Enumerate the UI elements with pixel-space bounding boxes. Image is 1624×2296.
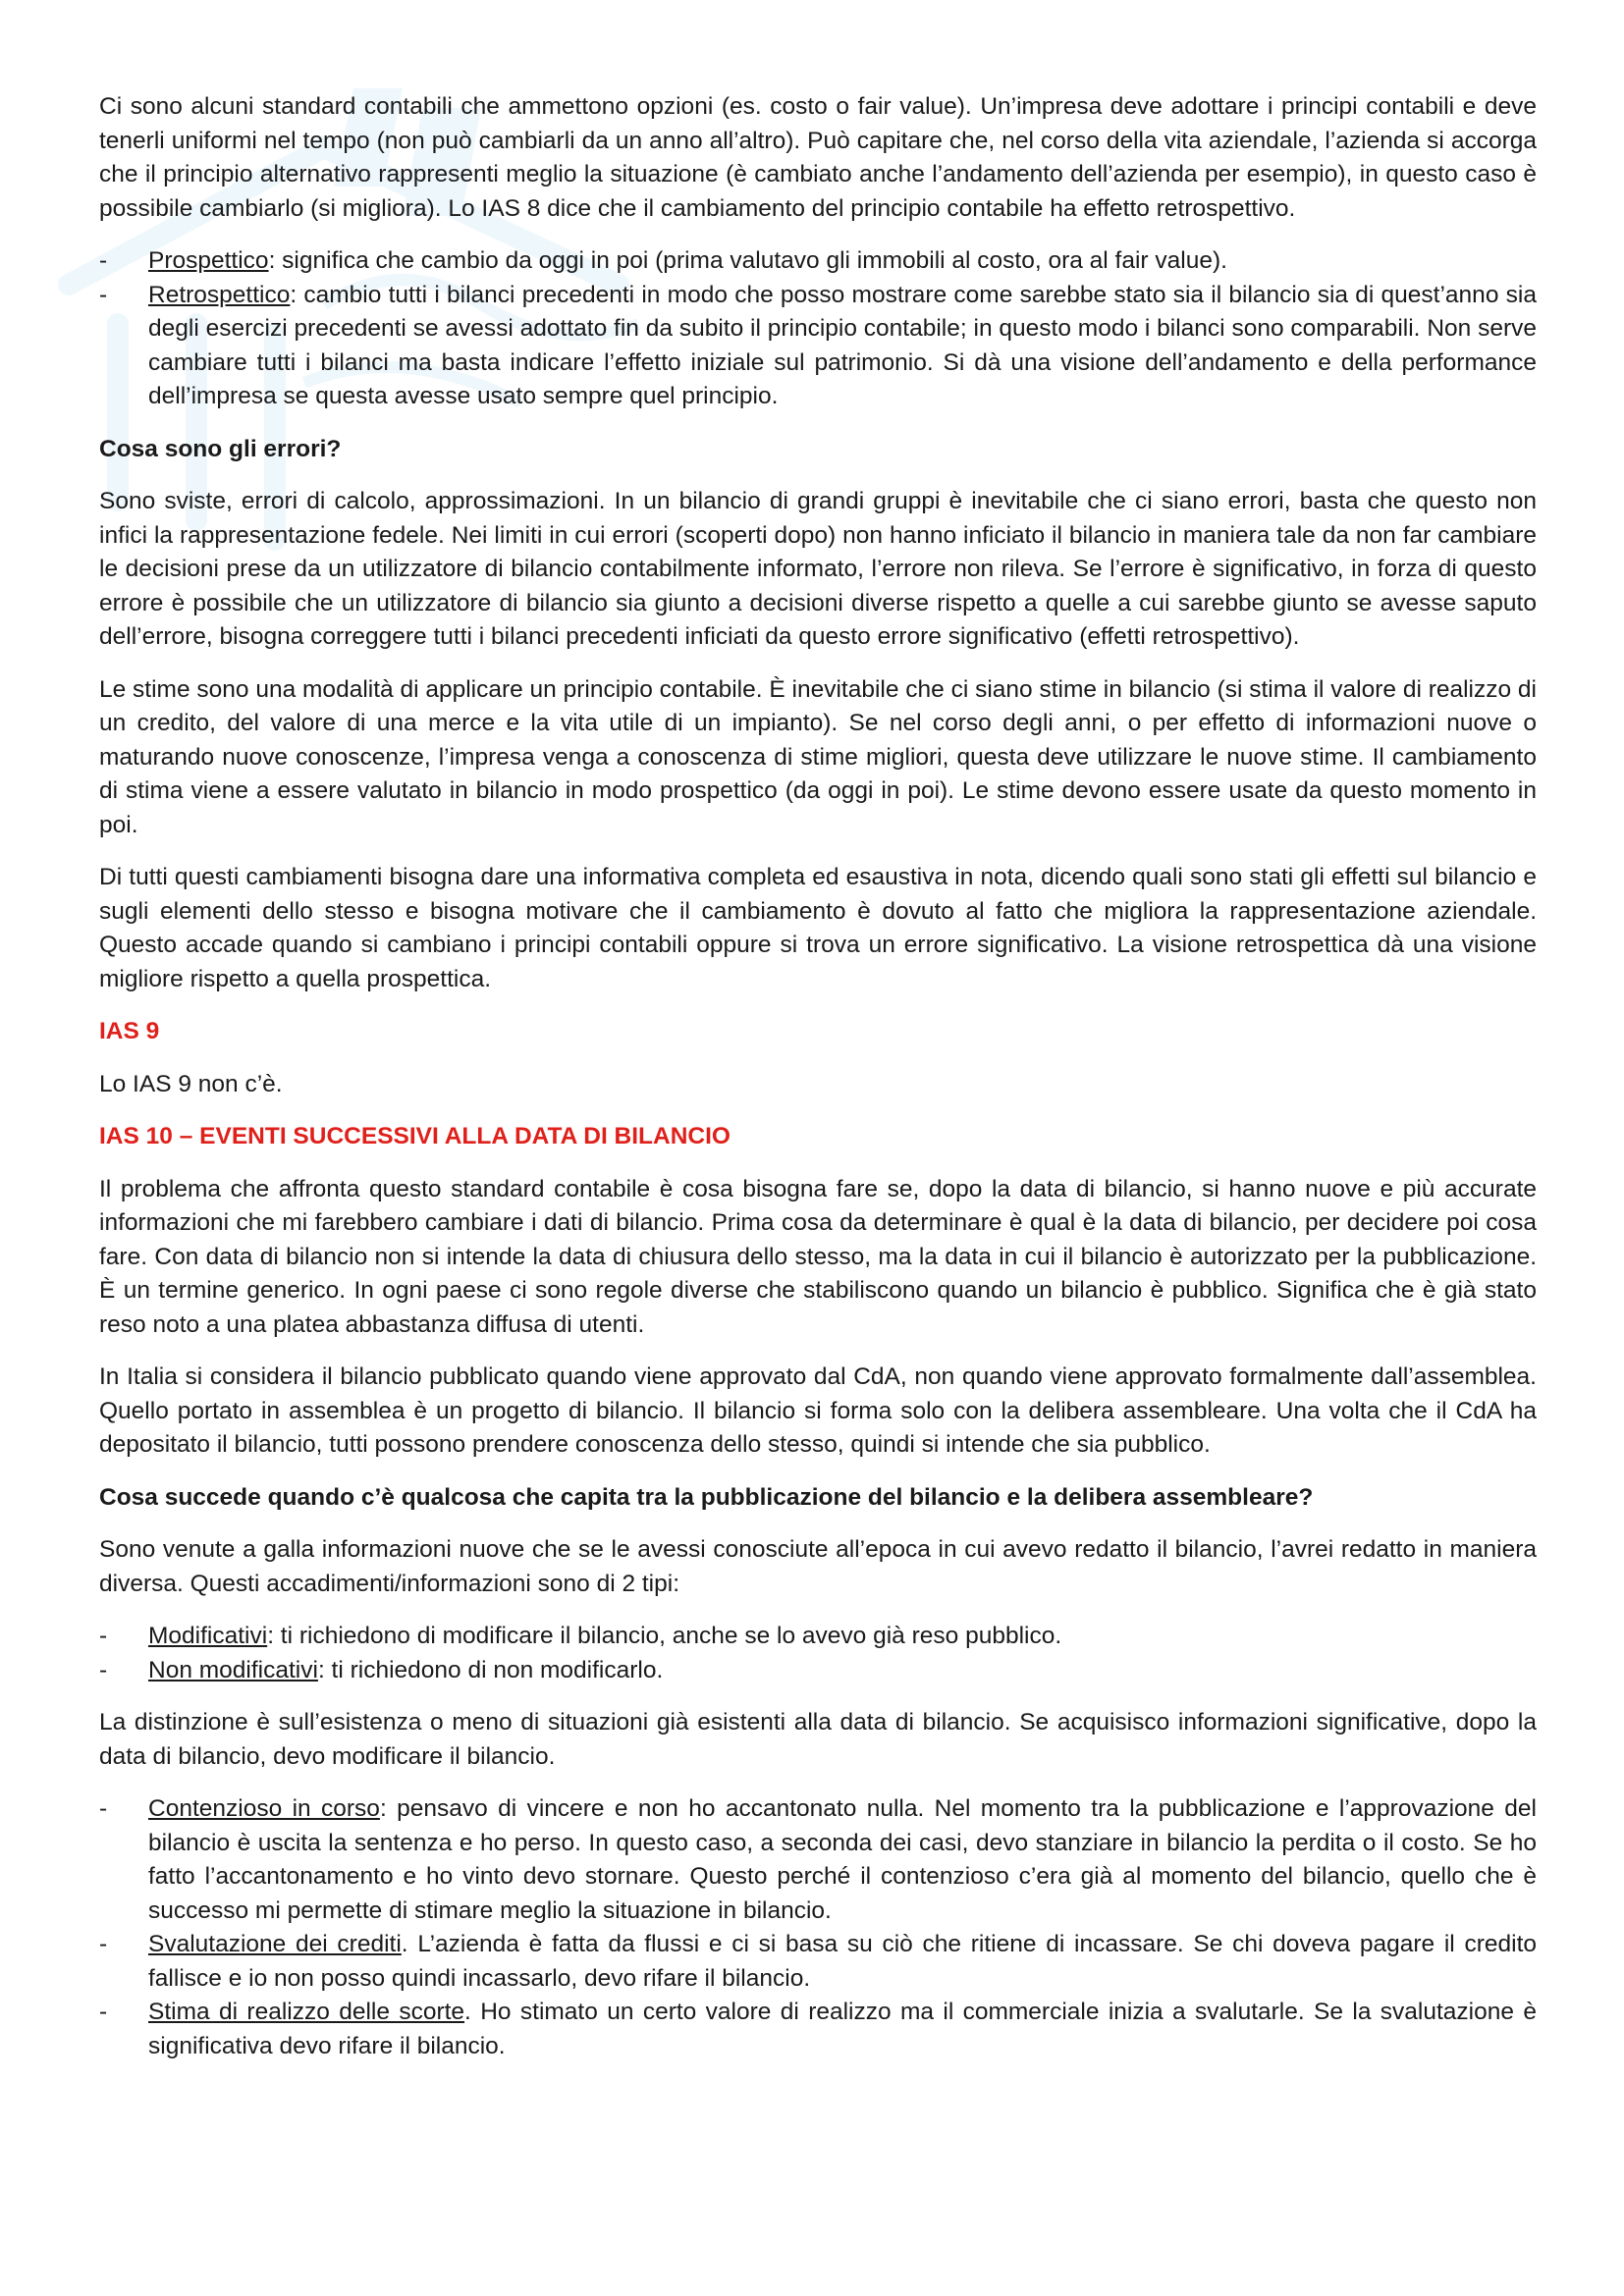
ias10-paragraph-1: Il problema che affronta questo standard contabile è cosa bisogna fare se, dopo la data di bilancio, si hanno nuove e più accurate informazioni che mi farebbero cambiare i dati di bilancio. Prima cosa da determinare è qual è la data di bilancio, per decidere poi cosa fare. Con data di bilancio non si intende la data di chiusura dello stesso, ma la data in cui il bilancio è autorizzato per la pubblicazione. È un termine generico. In ogni paese ci sono regole diverse che stabiliscono quando un bilancio è pubblico. Significa che è già stato reso noto a una platea abbastanza diffusa di utenti. bbox=[99, 1175, 1537, 1338]
errori-paragraph-2: Le stime sono una modalità di applicare un principio contabile. È inevitabile che ci siano stime in bilancio (si stima il valore di realizzo di un credito, del valore di una merce e la vita utile di un impianto). Se nel corso degli anni, o per effetto di informazioni nuove o maturando nuove conoscenze, l’impresa venga a conoscenza di stime migliori, questa deve utilizzare le nuove stime. Il cambiamento di stima viene a essere valutato in bilancio in modo prospettico (da oggi in poi). Le stime devono essere usate da questo momento in poi. bbox=[99, 675, 1537, 838]
intro-paragraph: Ci sono alcuni standard contabili che ammettono opzioni (es. costo o fair value). Un’impresa deve adottare i principi contabili e deve tenerli uniformi nel tempo (non può cambiarli da un anno all’altro). Può capitare che, nel corso della vita aziendale, l’azienda si accorga che il principio alternativo rappresenti meglio la situazione (è cambiato anche l’andamento dell’azienda per esempio), in questo caso è possibile cambiarlo (si migliora). Lo IAS 8 dice che il cambiamento del principio contabile ha effetto retrospettivo. bbox=[99, 93, 1537, 222]
ias10-paragraph-3: Sono venute a galla informazioni nuove che se le avessi conosciute all’epoca in cui avevo redatto il bilancio, l’avrei redatto in maniera diversa. Questi accadimenti/informazioni sono di 2 tipi: bbox=[99, 1536, 1537, 1597]
errori-heading: Cosa sono gli errori? bbox=[99, 435, 342, 462]
list-item-text: : ti richiedono di modificare il bilancio, anche se lo avevo già reso pubblico. bbox=[267, 1623, 1062, 1649]
ias10-paragraph-4: La distinzione è sull’esistenza o meno di situazioni già esistenti alla data di bilancio. Se acquisisco informazioni significative, dopo la data di bilancio, devo modificare il bilancio. bbox=[99, 1709, 1537, 1770]
dash-bullet: - bbox=[99, 1623, 108, 1649]
term-modificativi: Modificativi bbox=[148, 1623, 268, 1649]
examples-list bbox=[99, 1792, 1537, 2063]
list-item-text: : pensavo di vincere e non ho accantonato nulla. Nel momento tra la pubblicazione e l’approvazione del bilancio è uscita la sentenza e ho perso. In questo caso, a seconda dei casi, devo stanziare in bilancio la perdita o il costo. Se ho fatto l’accantonamento e ho vinto devo stornare. Questo perché il contenzioso c’era già al momento del bilancio, quello che è successo mi permette di stimare meglio la situazione in bilancio. bbox=[148, 1795, 1537, 1924]
errori-paragraph-3: Di tutti questi cambiamenti bisogna dare una informativa completa ed esaustiva in nota, dicendo quali sono stati gli effetti sul bilancio e sugli elementi dello stesso e bisogna motivare che il cambiamento è dovuto al fatto che migliora la rappresentazione aziendale. Questo accade quando si cambiano i principi contabili oppure si trova un errore significativo. La visione retrospettica dà una visione migliore rispetto a quella prospettica. bbox=[99, 864, 1537, 992]
intro-list bbox=[99, 244, 1537, 414]
list-item bbox=[99, 1996, 1537, 2063]
list-item bbox=[99, 1620, 1537, 1654]
dash-bullet: - bbox=[99, 1656, 108, 1683]
term-prospettico: Prospettico bbox=[148, 247, 269, 274]
ias10-heading: IAS 10 – EVENTI SUCCESSIVI ALLA DATA DI BILANCIO bbox=[99, 1123, 731, 1149]
ias10-question: Cosa succede quando c’è qualcosa che capita tra la pubblicazione del bilancio e la delibera assembleare? bbox=[99, 1483, 1314, 1511]
term-retrospettico: Retrospettico bbox=[148, 281, 291, 308]
dash-bullet: - bbox=[99, 1931, 108, 1957]
ias9-paragraph: Lo IAS 9 non c’è. bbox=[99, 1070, 283, 1097]
document-page bbox=[99, 90, 1537, 2082]
dash-bullet: - bbox=[99, 281, 108, 308]
term-svalutazione-crediti: Svalutazione dei crediti bbox=[148, 1931, 402, 1957]
list-item-text: : cambio tutti i bilanci precedenti in modo che posso mostrare come sarebbe stato sia il bilancio sia di quest’anno sia degli esercizi precedenti se avessi adottato fin da subito il principio contabile; in questo modo i bilanci sono comparabili. Non serve cambiare tutti i bilanci ma basta indicare l’effetto iniziale sul patrimonio. Si dà una visione dell’andamento e della performance dell’impresa se questa avesse usato sempre quel principio. bbox=[148, 281, 1537, 409]
ias10-paragraph-2: In Italia si considera il bilancio pubblicato quando viene approvato dal CdA, non quando viene approvato formalmente dall’assemblea. Quello portato in assemblea è un progetto di bilancio. Il bilancio si forma solo con la delibera assembleare. Una volta che il CdA ha depositato il bilancio, tutti possono prendere conoscenza dello stesso, quindi si intende che sia pubblico. bbox=[99, 1363, 1537, 1458]
list-item bbox=[99, 1928, 1537, 1996]
list-item-text: . L’azienda è fatta da flussi e ci si basa su ciò che ritiene di incassare. Se chi doveva pagare il credito fallisce e io non posso quindi incassarlo, devo rifare il bilancio. bbox=[148, 1931, 1538, 1992]
errori-paragraph-1: Sono sviste, errori di calcolo, approssimazioni. In un bilancio di grandi gruppi è inevitabile che ci siano errori, basta che questo non infici la rappresentazione fedele. Nei limiti in cui errori (scoperti dopo) non hanno inficiato il bilancio in maniera tale da non far cambiare le decisioni prese da un utilizzatore di bilancio contabilmente informato, l’errore non rileva. Se l’errore è significativo, in forza di questo errore è possibile che un utilizzatore di bilancio sia giunto a decisioni diverse rispetto a quelle a cui sarebbe giunto se avesse saputo dell’errore, bisogna correggere tutti i bilanci precedenti inficiati da questo errore significativo (effetti retrospettivo). bbox=[99, 488, 1537, 650]
ias9-heading: IAS 9 bbox=[99, 1018, 160, 1044]
list-item bbox=[99, 1792, 1537, 1928]
list-item bbox=[99, 244, 1537, 279]
list-item bbox=[99, 279, 1537, 414]
list-item bbox=[99, 1654, 1537, 1688]
list-item-text: : significa che cambio da oggi in poi (prima valutavo gli immobili al costo, ora al fair value). bbox=[268, 247, 1227, 274]
types-list bbox=[99, 1620, 1537, 1687]
term-contenzioso: Contenzioso in corso bbox=[148, 1795, 380, 1822]
dash-bullet: - bbox=[99, 1795, 108, 1822]
dash-bullet: - bbox=[99, 247, 108, 274]
list-item-text: : ti richiedono di non modificarlo. bbox=[317, 1656, 664, 1683]
list-item-text: . Ho stimato un certo valore di realizzo ma il commerciale inizia a svalutarle. Se la svalutazione è significativa devo rifare il bilancio. bbox=[148, 1999, 1537, 2059]
dash-bullet: - bbox=[99, 1999, 108, 2025]
term-non-modificativi: Non modificativi bbox=[148, 1656, 318, 1683]
term-stima-scorte: Stima di realizzo delle scorte bbox=[148, 1999, 465, 2025]
